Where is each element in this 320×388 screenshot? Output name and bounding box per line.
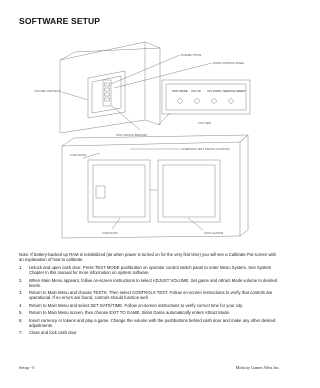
label-test-switch-bracket: TEST SWITCH BRACKET (116, 134, 148, 137)
label-alternate-location: ALTERNATE TEST SWITCH LOCATION (181, 148, 230, 151)
step-text: Return to Main Menu and choose TESTS. Then select CONTROLS TEST. Follow on-screen instructions to verify that controls are operational. If no errors are found, controls should function well. (29, 290, 273, 301)
step-item (19, 278, 281, 288)
step-number: 6. (19, 317, 23, 323)
step-text: Close and lock cash door (29, 330, 77, 335)
service-credit-button (229, 99, 234, 104)
step-item (19, 265, 281, 275)
test-mode-button (178, 99, 183, 104)
cash-door-frame (88, 71, 125, 118)
step-number: 1. (19, 265, 23, 271)
note-paragraph: Note: If battery-backed up RAM is reinitialized (as when power is turned on for the very first time) you will see a Calibrate Pot screen with an explanation of how to calibrate. (19, 252, 276, 263)
step-item (19, 290, 281, 300)
setup-steps-list (19, 265, 281, 335)
step-text: Return to Main Menu and select SET DATE/TIME. Follow on-screen instructions to verify correct time for your city. (29, 302, 243, 308)
label-test-mode: TEST MODE (172, 90, 188, 93)
step-text: Unlock and open cash door. Press TEST MODE pushbutton on operator control switch panel to enter Menu System. See System Chapter in this manual for more information on system software. (29, 265, 272, 276)
step-number: 2. (19, 277, 23, 283)
step-item (19, 318, 281, 328)
step-text: When Main Menu appears, follow on-screen instructions to select ADJUST VOLUME. Set game and Attract Mode volume to desired levels. (29, 277, 277, 288)
label-coin-chassis: COIN CHASSIS (204, 232, 224, 235)
label-coin-door: COIN DOOR (102, 232, 118, 235)
step-item (19, 303, 281, 308)
page-title: SOFTWARE SETUP (19, 16, 101, 26)
step-text: Return to Main Menu screen, then choose EXIT TO GAME. Skins Game automatically enters Attract Mode. (29, 310, 231, 316)
step-number: 5. (19, 310, 23, 316)
step-item (19, 330, 281, 335)
step-text: Insert currency or tokens and play a game. Change the volume with the pushbuttons behind cash door and make any other desired adjustments. (29, 317, 276, 328)
footer-publisher: Midway Games West Inc. (235, 365, 280, 370)
step-number: 3. (19, 290, 23, 296)
cabinet-side (145, 42, 160, 125)
label-vol-up: VOL UP (191, 90, 201, 93)
footer-page-number: Setup - 6 (19, 365, 35, 370)
coin-door (88, 160, 150, 222)
coin-chassis (158, 160, 220, 222)
vol-down-button (212, 99, 217, 104)
label-cash-door: CASH DOOR (70, 154, 87, 157)
label-top-view: TOP VIEW (198, 122, 212, 125)
switch-panel-top-view (162, 80, 250, 114)
step-item (19, 310, 281, 315)
label-door-control-panel: DOOR CONTROL PANEL (213, 62, 245, 65)
step-number: 4. (19, 302, 23, 308)
cabinet-outline (60, 42, 145, 133)
step-number: 7. (19, 330, 23, 335)
label-vol-down: VOL DOWN (207, 90, 222, 93)
vol-up-button (195, 99, 200, 104)
instructions (19, 252, 281, 337)
label-service-credit: SERVICE CREDIT (223, 90, 246, 93)
label-volume-controls: VOLUME CONTROLS (34, 90, 62, 93)
label-pushbuttons: PUSHBUTTONS (181, 54, 202, 57)
